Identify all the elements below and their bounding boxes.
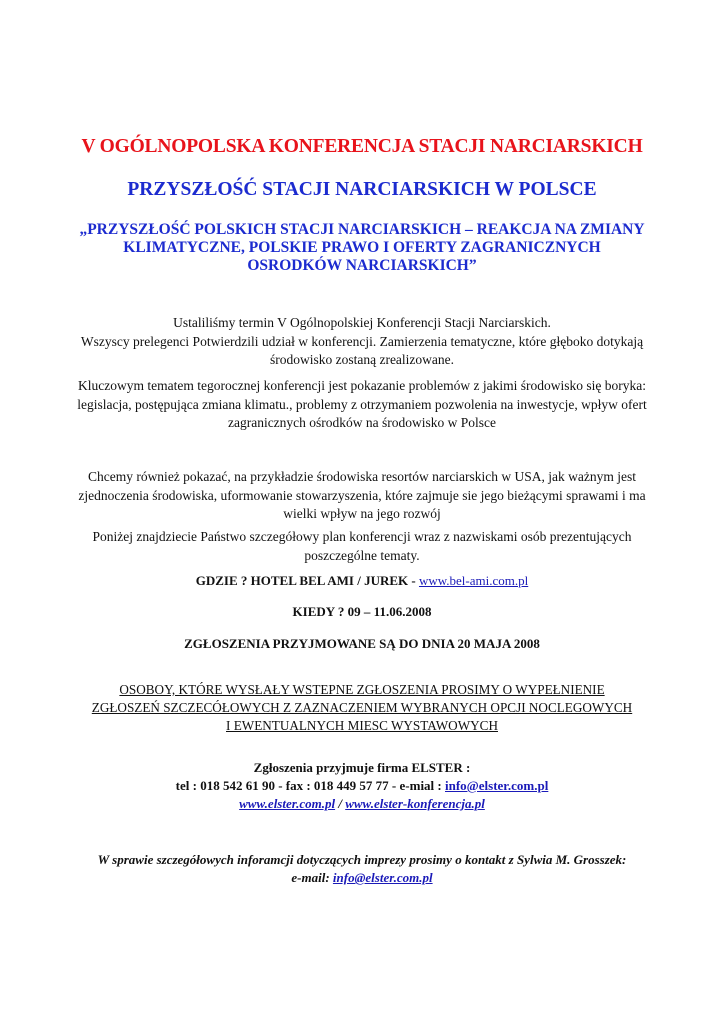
info-email-link[interactable]: info@elster.com.pl <box>332 870 433 885</box>
paragraph-line: Wszyscy prelegenci Potwierdzili udział w konferencji. Zamierzenia tematyczne, które głęboko dotykają <box>80 333 644 349</box>
subtitle <box>40 221 684 275</box>
when-line: KIEDY ? 09 – 11.06.2008 <box>292 604 432 619</box>
elster-conference-link[interactable]: www.elster-konferencja.pl <box>345 796 485 811</box>
paragraph-intro <box>40 314 684 370</box>
info-email-line <box>40 869 684 887</box>
paragraph-line: Chcemy również pokazać, na przykładzie środowiska resortów narciarskich w USA, jak ważnym jest <box>87 469 637 484</box>
contact-websites <box>40 795 684 813</box>
conference-title: V OGÓLNOPOLSKA KONFERENCJA STACJI NARCIARSKICH <box>81 136 643 157</box>
main-title: PRZYSZŁOŚĆ STACJI NARCIARSKICH W POLSCE <box>127 179 597 200</box>
subtitle-line: „PRZYSZŁOŚĆ POLSKICH STACJI NARCIARSKICH – REAKCJA NA ZMIANY <box>79 221 645 238</box>
subtitle-line: OSRODKÓW NARCIARSKICH” <box>247 257 477 274</box>
elster-website-link[interactable]: www.elster.com.pl <box>239 796 336 811</box>
phone-fax-text: tel : 018 542 61 90 - fax : 018 449 57 77 - e-mial : <box>175 778 445 793</box>
paragraph-line: Poniżej znajdziecie Państwo szczegółowy plan konferencji wraz z nazwiskami osób prezentujących <box>92 529 632 544</box>
info-email-label: e-mail: <box>291 870 333 885</box>
contact-heading: Zgłoszenia przyjmuje firma ELSTER : <box>253 760 471 775</box>
link-separator: / <box>335 796 346 811</box>
registration-notice <box>40 681 684 735</box>
paragraph-line: poszczególne tematy. <box>304 547 420 563</box>
paragraph-line: wielki wpływ na jego rozwój <box>283 506 441 521</box>
where-label: GDZIE ? HOTEL BEL AMI / JUREK - <box>195 573 419 588</box>
paragraph-line: Ustaliliśmy termin V Ogólnopolskiej Konferencji Stacji Narciarskich. <box>173 315 551 330</box>
paragraph-line: zagranicznych ośrodków na środowisko w Polsce <box>227 415 497 430</box>
info-text: W sprawie szczegółowych inforamcji dotyczących imprezy prosimy o kontakt z Sylwia M. Grosszek: <box>97 852 627 867</box>
paragraph-line: Kluczowym tematem tegorocznej konferencji jest pokazanie problemów z jakimi środowisko się boryka: <box>78 378 646 393</box>
where-line <box>40 573 684 589</box>
paragraph-line: środowisko zostaną zrealizowane. <box>269 352 455 367</box>
paragraph-plan <box>40 528 684 565</box>
paragraph-usa <box>40 468 684 524</box>
paragraph-line: zjednoczenia środowiska, uformowanie stowarzyszenia, które zajmuje sie jego bieżącymi sprawami i ma <box>78 487 646 503</box>
notice-line: OSOBOY, KTÓRE WYSŁAŁY WSTEPNE ZGŁOSZENIA PROSIMY O WYPEŁNIENIE <box>119 682 605 697</box>
notice-line: ZGŁOSZEŃ SZCZECÓŁOWYCH Z ZAZNACZENIEM WYBRANYCH OPCJI NOCLEGOWYCH <box>91 700 633 715</box>
paragraph-line: legislacja, postępująca zmiana klimatu., problemy z otrzymaniem pozwolenia na inwestycje, wpływ ofert <box>77 396 647 412</box>
hotel-website-link[interactable]: www.bel-ami.com.pl <box>418 573 529 588</box>
paragraph-topic <box>40 377 684 433</box>
contact-block <box>40 759 684 813</box>
deadline-line: ZGŁOSZENIA PRZYJMOWANE SĄ DO DNIA 20 MAJA 2008 <box>184 636 540 651</box>
subtitle-line: KLIMATYCZNE, POLSKIE PRAWO I OFERTY ZAGRANICZNYCH <box>123 239 601 256</box>
info-block <box>40 851 684 887</box>
notice-line: I EWENTUALNYCH MIESC WYSTAWOWYCH <box>226 718 498 733</box>
contact-phones <box>40 777 684 795</box>
contact-email-link[interactable]: info@elster.com.pl <box>445 778 549 793</box>
